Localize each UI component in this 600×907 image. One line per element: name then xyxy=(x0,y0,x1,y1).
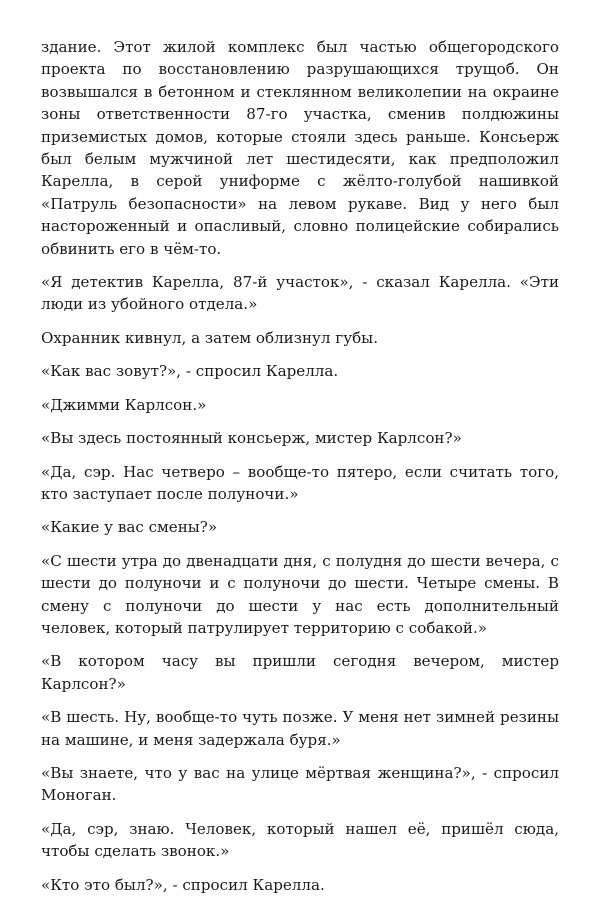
paragraph: здание. Этот жилой комплекс был частью общегородского проекта по восстановлению разрушающихся трущоб. Он возвышался в бетонном и стеклянном великолепии на окраине зоны ответственности 87-го участка, сменив полдюжины приземистых домов, которые стояли здесь раньше. Консьерж был белым мужчиной лет шестидесяти, как предположил Карелла, в серой униформе с жёлто-голубой нашивкой «Патруль безопасности» на левом рукаве. Вид у него был настороженный и опасливый, словно полицейские собирались обвинить его в чём-то. xyxy=(41,38,559,258)
paragraph: «Да, сэр. Нас четверо – вообще-то пятеро, если считать того, кто заступает после полуночи.» xyxy=(41,462,559,503)
paragraph: «Джимми Карлсон.» xyxy=(41,395,207,414)
paragraph: «В котором часу вы пришли сегодня вечером, мистер Карлсон?» xyxy=(41,652,559,693)
paragraph: «С шести утра до двенадцати дня, с полудня до шести вечера, с шести до полуночи и с полуночи до шести. Четыре смены. В смену с полуночи до шести у нас есть дополнительный человек, который патрулирует территорию с собакой.» xyxy=(41,551,559,637)
paragraph: «Как вас зовут?», - спросил Карелла. xyxy=(41,362,339,381)
document-page xyxy=(41,36,559,907)
paragraph: «Я детектив Карелла, 87-й участок», - сказал Карелла. «Эти люди из убойного отдела.» xyxy=(41,273,559,314)
paragraph: «Кто это был?», - спросил Карелла. xyxy=(41,875,325,894)
paragraph: «В шесть. Ну, вообще-то чуть позже. У меня нет зимней резины на машине, и меня задержала буря.» xyxy=(41,708,559,749)
paragraph: «Да, сэр, знаю. Человек, который нашел её, пришёл сюда, чтобы сделать звонок.» xyxy=(41,819,559,861)
paragraph: «Какие у вас смены?» xyxy=(41,518,218,537)
paragraph: «Вы здесь постоянный консьерж, мистер Карлсон?» xyxy=(41,429,462,448)
paragraph: Охранник кивнул, а затем облизнул губы. xyxy=(41,328,378,347)
paragraph: «Вы знаете, что у вас на улице мёртвая женщина?», - спросил Моноган. xyxy=(41,763,559,805)
